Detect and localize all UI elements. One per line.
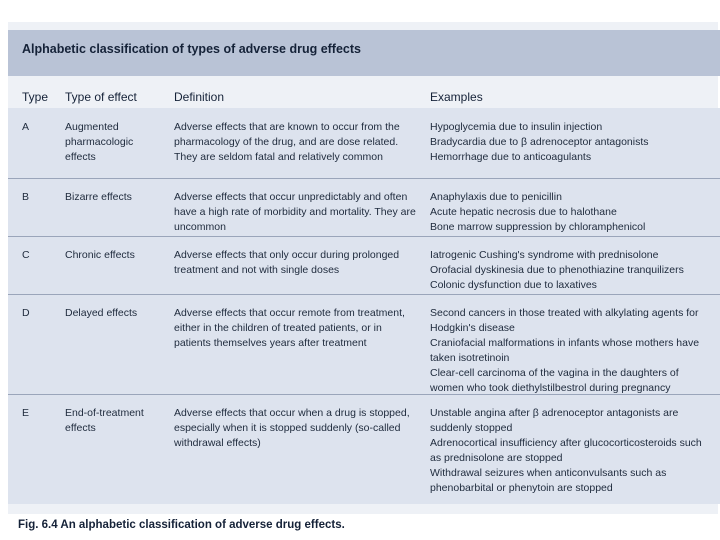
table-row	[8, 394, 720, 502]
row-examples	[430, 406, 715, 496]
row-definition: Adverse effects that occur unpredictably and often have a high rate of morbidity and mortality. They are uncommon	[174, 191, 416, 233]
table-row	[8, 294, 720, 394]
row-type: B	[22, 191, 30, 203]
example-item: Colonic dysfunction due to laxatives	[430, 279, 597, 291]
row-examples	[430, 306, 715, 396]
figure-caption: Fig. 6.4 An alphabetic classification of adverse drug effects.	[18, 519, 345, 531]
row-examples	[430, 190, 715, 235]
table-row	[8, 236, 720, 294]
example-item: Iatrogenic Cushing's syndrome with prednisolone	[430, 249, 659, 261]
example-item: Bone marrow suppression by chloramphenicol	[430, 221, 646, 233]
document-page	[8, 22, 718, 531]
row-definition: Adverse effects that only occur during prolonged treatment and not with single doses	[174, 249, 400, 276]
row-examples	[430, 120, 715, 165]
table-title-band	[8, 30, 720, 76]
row-effect: Bizarre effects	[65, 191, 132, 203]
example-item: Orofacial dyskinesia due to phenothiazine tranquilizers	[430, 264, 684, 276]
row-effect: Augmented pharmacologic effects	[65, 121, 134, 163]
row-effect: End-of-treatment effects	[65, 407, 144, 434]
row-type: E	[22, 407, 30, 419]
header-examples: Examples	[430, 90, 483, 104]
example-item: Bradycardia due to β adrenoceptor antagonists	[430, 136, 649, 148]
table-header	[8, 86, 720, 108]
table-row	[8, 108, 720, 178]
example-item: Second cancers in those treated with alkylating agents for Hodgkin's disease	[430, 307, 699, 334]
example-item: Acute hepatic necrosis due to halothane	[430, 206, 617, 218]
example-item: Withdrawal seizures when anticonvulsants such as phenobarbital or phenytoin are stopped	[430, 467, 667, 494]
example-item: Unstable angina after β adrenoceptor antagonists are suddenly stopped	[430, 407, 679, 434]
example-item: Anaphylaxis due to penicillin	[430, 191, 562, 203]
row-type: D	[22, 307, 30, 319]
row-definition: Adverse effects that are known to occur from the pharmacology of the drug, and are dose related. They are seldom fatal and relatively common	[174, 121, 400, 163]
example-item: Adrenocortical insufficiency after glucocorticosteroids such as prednisolone are stopped	[430, 437, 702, 464]
example-item: Craniofacial malformations in infants whose mothers have taken isotretinoin	[430, 337, 700, 364]
header-definition: Definition	[174, 90, 225, 104]
row-effect: Delayed effects	[65, 307, 138, 319]
row-type: A	[22, 121, 30, 133]
row-examples	[430, 248, 715, 293]
header-type: Type	[22, 90, 49, 104]
table-body	[8, 108, 720, 504]
example-item: Hemorrhage due to anticoagulants	[430, 151, 592, 163]
example-item: Hypoglycemia due to insulin injection	[430, 121, 603, 133]
table-row	[8, 178, 720, 236]
row-type: C	[22, 249, 30, 261]
row-effect: Chronic effects	[65, 249, 135, 261]
row-definition: Adverse effects that occur remote from treatment, either in the children of treated patients, or in patients themselves years after treatment	[174, 307, 405, 349]
table-title: Alphabetic classification of types of adverse drug effects	[22, 42, 361, 56]
header-effect: Type of effect	[65, 90, 137, 104]
example-item: Clear-cell carcinoma of the vagina in the daughters of women who took diethylstilbestrol during pregnancy	[430, 367, 679, 394]
row-definition: Adverse effects that occur when a drug is stopped, especially when it is stopped suddenly (so-called withdrawal effects)	[174, 407, 410, 449]
